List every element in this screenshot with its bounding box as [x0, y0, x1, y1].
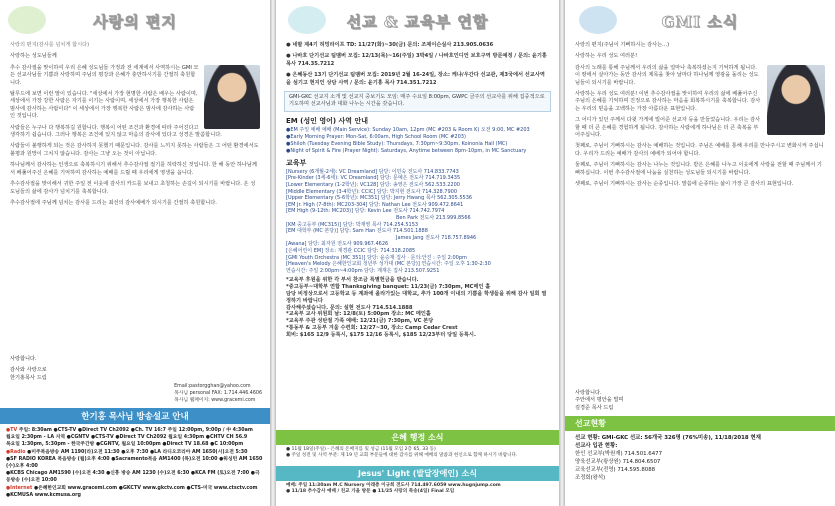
edu-line: [은혜어린이 EM] 장소: 재경관 CCIC 담당: 714.318.2085 — [286, 247, 416, 254]
edu-line: [Heaven's Melody 은혜한인교회 청년부 성가대 (MC 본당)] 연습시간: 주일 오후 1:30-2:30 — [286, 261, 491, 268]
jesus-light-section — [276, 466, 559, 496]
letter-signature — [0, 356, 57, 382]
column-title: 선교 & 교육부 연합 — [346, 12, 489, 31]
letter-greeting: 사랑하는 성도님들께 — [10, 53, 57, 60]
mission-education-column — [276, 0, 559, 506]
grace-admin-list — [276, 445, 559, 460]
pastor-photo — [204, 65, 260, 129]
pastor-photo — [767, 65, 825, 135]
broadcast-text: ●은혜한인교회 www.gracemi.com ●GKCTV www.gkctv.com ●CTS-미국 www.ctsctv.com ●KCMUSA www.kcmusa.org — [6, 485, 258, 498]
education-notices — [276, 277, 559, 338]
grace-admin-section — [276, 430, 559, 460]
letter-paragraph: 하나님께서 감사하는 인생으로 축복하시기 위해서 추수감사절 절기를 허락하신 것입니다. 한 해 동안 하나님께서 베풀어주신 은혜를 기억하며 감사하는 예배를 드릴 때 우리에게 영생을 옵니다. — [10, 162, 257, 176]
mission-item: ● 나바호 단기선교 팀맴버 모집: 12/13(목)~16(주일) 3박4일 / 나바호인디언 보호구역 방문예정 / 문의: 윤기홍 목사 714.35.7212 — [286, 53, 547, 67]
edu-line: [EM 대학부 (MC 본당)] 담당: Sam Han 전도사 714.501.1888 — [286, 228, 428, 235]
column-title: GMI 소식 — [661, 12, 739, 31]
mission-status-section — [565, 416, 835, 485]
signature-name: 한기홍목사 드림 — [10, 374, 47, 381]
decorative-circle-icon — [288, 6, 326, 34]
edu-line: [KM 중고등부 (MC315)] 담당: 박재영 목사 714.254.5153 — [286, 221, 419, 228]
mission-items — [276, 42, 559, 87]
signature-line: 사랑합니다. — [10, 356, 37, 362]
broadcast-text: ●미주복음방송 AM 1190(라)오전 11:30 ●오후 7:30 ●LA 라디오코리아 AM 1650(시)오전 5:30 — [27, 449, 248, 455]
gmi-news-column — [565, 0, 835, 506]
letter-paragraph: 추수감사절을 맞이해서 귀한 주일 전 이웃에 감사의 카드를 보내고 초청하는 손길이 되시기를 바랍니다. 온 성도님들의 삶에 감사가 넘치기를 축복합니다. — [10, 181, 256, 195]
gmi-letter-paragraph: 그 어디가 있던 주께서 다윗 가게에 빌어준 선교자 등을 만들었습니다. 우리는 감사할 때 더 큰 은혜를 경험하게 됩니다. 감사하는 사람에게 하나님은 더 큰 축복을 부어주십니다. — [575, 117, 761, 139]
letter-paragraph: 추수감사절에 주님께 넘치는 감사를 드리는 최선의 감사예배가 되시기를 간절히 축원합니다. — [10, 199, 217, 206]
gmi-letter-paragraph: 셋째로, 주님이 기뻐하시는 감사는 순종입니다. 말씀에 순종하는 삶이 가장 큰 감사의 표현입니다. — [575, 181, 794, 188]
jesus-light-list — [276, 481, 559, 496]
jesus-line: ● 11/18 추수감사 예배 / 친교 가을 방문 ● 11/25 사랑의 특송(4일) Final 모임 — [286, 489, 455, 495]
gmi-letter-paragraph: 둘째로, 주님이 기뻐하시는 감사는 나누는 것입니다. 받은 은혜를 나누고 이웃에게 사랑을 전할 때 주님께서 기뻐하십니다. 이번 추수감사절에 나눔을 실천하는 성도님들 되시기를 바랍니다. — [575, 162, 822, 176]
edu-line: [Upper Elementary (5-6학년): MC351] 담당: Jerry Hwang 목사 562.305.5536 — [286, 195, 473, 202]
signature-line: 주안에서 평안을 빌며 — [575, 397, 624, 404]
broadcast-row — [6, 470, 264, 484]
status-line: 선교사 입관 현황: — [575, 443, 618, 449]
mission-status-list — [565, 431, 835, 485]
email-text[interactable]: Email:pastorgghan@yahoo.com — [174, 384, 251, 389]
broadcast-label: ●TV — [6, 428, 18, 433]
pastor-letter-column — [0, 0, 270, 506]
grace-line: ● 주일 성전 및 사역 부분: 제 19 년 교회 부문들에 대한 감사를 위해 예배의 말씀과 헌신으로 함께 하시기 바랍니다. — [286, 453, 518, 459]
em-line: ●Early Morning Prayer: Mon-Sat, 6:00am, High School Room (MC #203) — [286, 133, 466, 140]
gmi-letter-heading: 사랑의 편지(주님이 기뻐하시는 감사는...) — [575, 42, 670, 48]
notice-line: *롱동부 & 고등부 겨울 수련회: 12/27~30, 장소: Camp Cedar Crest — [286, 324, 458, 331]
broadcast-row — [6, 427, 264, 434]
broadcast-row — [6, 434, 264, 441]
signature-line: 감사와 사랑으로 — [10, 367, 47, 374]
mission-item: ● 네팔 제4기 허밍라이프 TD: 11/27(화)~30(금) 문의: 조제이슨실사 213.905.0636 — [286, 42, 494, 48]
gmi-letter-paragraph: 감사의 노래를 통해 주님께서 우리의 삶을 얼마나 축복하셨는지 기억하게 됩니다. 이 땅에서 살아가는 동안 감사의 제목을 찾아 날마다 하나님께 영광을 돌리는 성도님들이 되시기를 바랍니다. — [575, 64, 759, 86]
status-line: 선교 현황: GMI-GKC 선교: 56개국 326명 (76%미송), 11/18/2018 현재 — [575, 435, 761, 441]
notice-line: 감사해주셨습니다. 문의: 설현 전도사 714.514.1888 — [286, 304, 413, 311]
em-section-title: EM (성인 영어) 사역 안내 — [286, 116, 368, 125]
broadcast-title: 한기홍 목사님 방송설교 안내 — [0, 408, 270, 424]
jesus-light-title: Jesus' Light (발달장애인) 소식 — [276, 466, 559, 481]
mission-item: ● 은혜동산 13기 단기선교 팀맴버 모집: 2019년 2월 16-24일, 장소: 케냐/우간다 선교관, 제3국에서 선교사역을 섬기고 현지인 상담 사역 / 문의: 윤기홍 목사 714.351.7212 — [286, 72, 545, 86]
notice-line: 회비: $165 12/9 등록시, $175 12/16 등록시, $185 12/23부터 당일 등록시. — [286, 331, 476, 338]
status-line: 교육선교부(전영) 714.595.8088 — [575, 467, 656, 473]
status-line: 한인 선교부(박원재) 714.501.6477 — [575, 451, 663, 457]
signature-name: 김경준 목사 드림 — [575, 404, 614, 411]
notice-line: *중고등부~대학부 연합 Thanksgiving banquet: 11/23(금) 7:30pm, MC메인 홀 — [286, 284, 491, 291]
notice-line: *교육부 후원을 위한 각 부서 찬조금 특별헌금을 받습니다. — [286, 277, 419, 284]
edu-line: [EM Jr. High (7-8th): MC203-304] 담당: Nathan Lee 전도사 909.472.8641 — [286, 201, 464, 208]
webpage-text[interactable]: 목사님 웹페이지: www.gracemi.com — [174, 397, 256, 403]
edu-line: [Middle Elementary (3-4학년): CCIC] 담당: 박지현 전도사 714.328.7900 — [286, 188, 457, 195]
status-line: 양육선교부(왕상원) 714.804.6507 — [575, 459, 661, 465]
broadcast-list — [0, 424, 270, 502]
education-schedule — [276, 169, 559, 275]
mission-header — [276, 0, 559, 42]
letter-paragraph: 사람들은 누구나 다 행복하길 원합니다. 행복이 어떤 조건과 환경에 따라 주어진다고 생각하기 쉽습니다. 그러나 행복은 조건에 있지 않고 마음의 감사에 있다고 성경은 말씀합니다. — [10, 124, 222, 139]
pastor-letter-header — [0, 0, 270, 42]
edu-line: [GMI Youth Orchestra (MC 351)] 담당: 윤승재 집사 · 문의:안진 : 주일 2:00pm — [286, 254, 467, 261]
broadcast-text: 주일: 8:30am ●CTS-TV ●Direct TV Ch2092 ●Ch. TV 16:7 주일 12:00pm, 9:00p / 中 4:30am — [18, 428, 253, 433]
letter-paragraph: 탈무드에 보면 이런 말이 있습니다. "세상에서 가장 현명한 사람은 배우는 사람이며, 세상에서 가장 강한 사람은 자기를 이기는 사람이며, 세상에서 가장 행복한 사람은 범사에 감사하는 사람이다" 이 세상에서 가장 행복한 사람은 범사에 감사하는 사람인 것입니다. — [10, 91, 198, 120]
letter-paragraph: 사람들이 불행하게 되는 것은 감사하지 못했기 때문입니다. 감사를 느끼지 못하는 사람들은 그 어떤 환경에서도 불평과 원망이 그치지 않습니다. 감사는 그냥 오는 것이 아닙니다. — [10, 143, 259, 157]
em-schedule — [276, 127, 559, 155]
notice-line: 담당 비정상으로서 고등학교 등 계좌에 올라가있는 대학교, 추가 100개 이내의 기쁨을 학생들을 위해 감사 일회 열정하기 바랍니다 — [286, 290, 547, 304]
edu-line: Ben Park 전도사 213.999.8566 — [396, 215, 471, 221]
broadcast-row — [6, 449, 264, 456]
letter-heading: 사랑의 편지(감사를 넘치게 합시다) — [10, 42, 90, 48]
gmi-letter-body — [565, 42, 835, 189]
broadcast-label: ●Internet — [6, 485, 33, 491]
edu-line: [Lower Elementary (1-2학년): VC128] 담당: 송영은 전도사 562.533.2200 — [286, 182, 460, 189]
edu-line: James Jang 전도사 718.757.8946 — [396, 234, 477, 241]
gmi-letter-greeting: 사랑하는 우리 성도 여러분! — [575, 53, 638, 60]
jesus-line: 예배: 주일 11:30am M.C Nursery 아래층 이규희 전도사 714.497.6059 www.hugnjump.com — [286, 483, 501, 488]
broadcast-text: ●KCBS Chicago AM1590 (수)오전 4:30 ●신흥 방송 AM 1230 (수)오전 6:30 ●KCA FM (토)오전 7:00 ●극동방송 (수)오전 10:00 — [6, 471, 260, 484]
broadcast-text: 목요일 1:30pm, 5:30pm - 한국주간방 ●CGNTV, 월요일 10:00pm ●Direct TV 18.68 ●C 10:00pm — [6, 442, 244, 448]
edu-line: 연습시간: 주일 2:00pm~4:00pm 담당: 계재은 집사 213.507.9251 — [286, 267, 440, 274]
broadcast-text: 월요일 2:30pm - LA 지역 ●CGNTV ●CTS-TV ●Direct TV Ch2092 월요일 4:30pm ●CHTV CH 56.9 — [6, 435, 248, 441]
edu-line: [Pre-Kinder (3세-6세): VC Dreamland] 담당: 문예은 전도사 714.719.3435 — [286, 175, 461, 182]
broadcast-section — [0, 408, 270, 502]
decorative-circle-icon — [579, 6, 617, 34]
gmi-prayer-box — [284, 91, 551, 112]
status-line: 조정회(왕석) — [575, 475, 606, 481]
gmi-letter-paragraph: 사랑하는 우리 성도 여러분! 이번 추수감사절을 맞이하여 우리의 삶에 베풀어주신 주님의 은혜를 기억하며 진정으로 감사하는 마음을 회복하시기를 축복합니다. 감사는 우리의 믿음을 고백하는 가장 아름다운 표현입니다. — [575, 91, 761, 112]
em-line: ●Shiloh (Tuesday Evening Bible Study): Thursdays, 7:30pm~9:30pm, Koinonia Hall (MC) — [286, 140, 508, 147]
broadcast-row — [6, 441, 264, 448]
grace-line: ● 11월 18일(주일) - 은혜의 돈배지를 및 성금 (11월 모임 2층 65, 33 동) — [286, 447, 436, 452]
broadcast-label: ●Radio — [6, 449, 26, 455]
column-title: 사랑의 편지 — [93, 12, 177, 31]
contact-info — [174, 384, 262, 404]
mission-status-title: 선교현황 — [565, 416, 835, 431]
notice-line: *교육부 교사 위원회 날: 12/8(토) 5:00pm 장소: MC 메인홀 — [286, 311, 431, 318]
letter-body — [0, 42, 270, 207]
edu-line: [Nursery (6개월-2세): VC Dreamland] 담당: 이민숙 전도사 714.833.7743 — [286, 168, 459, 175]
decorative-circle-icon — [8, 6, 46, 34]
broadcast-row — [6, 456, 264, 470]
edu-line: [EM High (9-12th: MC203)] 담당: Kevin Lee 전도사 714.742.7974 — [286, 208, 445, 215]
grace-admin-title: 은혜 행정 소식 — [276, 430, 559, 445]
gmi-letter-paragraph: 첫째로, 주님이 기뻐하시는 감사는 예배하는 것입니다. 주님은 예배를 통해 우리를 만나주시고 변화시켜 주십니다. 우리가 드리는 예배가 감사의 예배가 되어야 합니다. — [575, 143, 824, 157]
signature-line: 사랑합니다. — [575, 390, 602, 396]
em-line: ●EM 주일 예배 예배 (Main Service): Sunday 10am, 12pm (MC #203 & Room K) 오전 9:00, MC #203 — [286, 126, 530, 133]
fax-text: 목사님 personal FAX: 1.714.446.4606 — [174, 390, 262, 396]
edu-line: [Awana] 담당: 최자원 전도사 909.967.4626 — [286, 241, 389, 248]
broadcast-text: ●SF RADIO KOREA 복음방송 (월)오후 4:00 ●Sacramento복음 AM1400 (목)오전 10:00 ●워싱턴 AM 1650 (수)오후 4:00 — [6, 456, 263, 470]
em-line: ●Night of Spirit & Fire (Prayer Night): Saturdays, Anytime between 8pm-10pm, in MC Sanctuary — [286, 147, 527, 154]
broadcast-row — [6, 485, 264, 499]
gmi-header — [565, 0, 835, 42]
letter-paragraph: 추수 감사절을 맞이하여 우리 은혜 성도님들 가정과 전 세계에서 사역하시는 GMI 모든 선교사님들 기쁨과 사랑하며 주님의 평강과 은혜가 충만하시기를 간절히 축원합니다. — [10, 64, 199, 86]
education-title: 교육부 — [286, 158, 307, 167]
gmi-signature — [565, 390, 633, 412]
gmi-prayer-text: GMI-GKC 선교지 소개 및 선교지 중보기도 모임: 매주 수요일 8:00pm, GWPC 금주의 선교사를 위해 집중적으로 기도하며 선교사님과 대화 나누는 시간을 갖습니다. — [289, 94, 545, 108]
notice-line: *교육부 주관 성탄절 가족 예배: 12/21(금) 7:30pm, VC 본당 — [286, 318, 434, 325]
